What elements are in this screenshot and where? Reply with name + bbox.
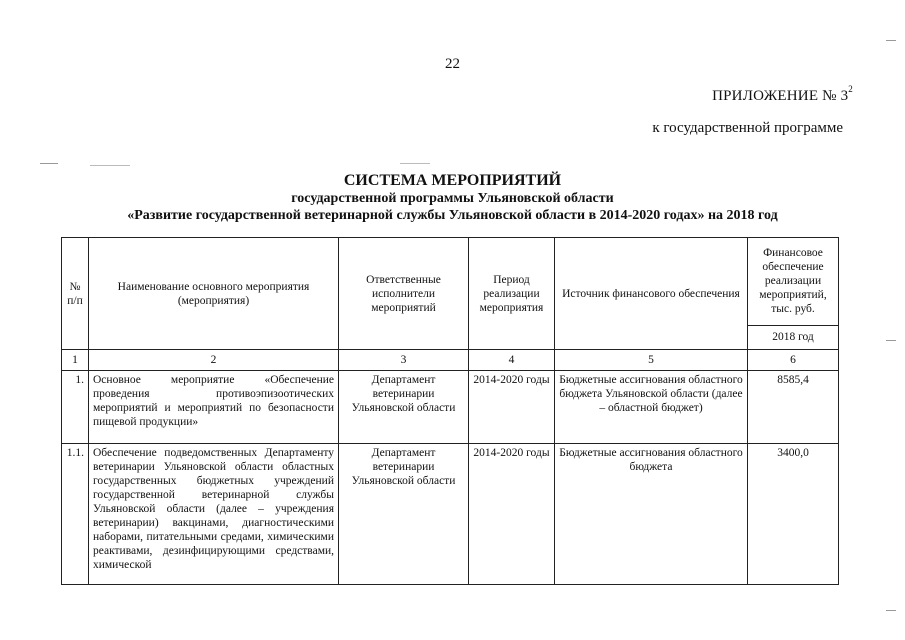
header-name: Наименование основного мероприятия (мероприятия) — [89, 238, 339, 350]
header-executors: Ответственные исполнители мероприятий — [339, 238, 469, 350]
scan-artifact — [90, 165, 130, 166]
column-number: 3 — [339, 350, 469, 371]
table-row — [62, 444, 839, 585]
header-num: № п/п — [62, 238, 89, 350]
table-row — [62, 371, 839, 444]
row-period: 2014-2020 годы — [469, 371, 555, 444]
row-name: Основное мероприятие «Обеспечение проведения противоэпизоотических мероприятий и мероприятий по безопасности пищевой продукции» — [89, 371, 339, 444]
row-amount: 8585,4 — [748, 371, 839, 444]
measures-table — [61, 237, 838, 585]
title-line-1: СИСТЕМА МЕРОПРИЯТИЙ — [343, 172, 562, 189]
to-program-text: к государственной программе — [652, 120, 843, 136]
header-source: Источник финансового обеспечения — [555, 238, 748, 350]
header-period: Период реализации мероприятия — [469, 238, 555, 350]
header-year: 2018 год — [748, 325, 839, 349]
column-number: 2 — [89, 350, 339, 371]
column-number: 6 — [748, 350, 839, 371]
row-source: Бюджетные ассигнования областного бюджета Ульяновской области (далее – областной бюджет) — [555, 371, 748, 444]
row-num: 1. — [62, 371, 89, 444]
document-title — [0, 172, 905, 224]
column-number-row — [62, 350, 839, 371]
page-number: 22 — [445, 56, 460, 72]
column-number: 4 — [469, 350, 555, 371]
row-period: 2014-2020 годы — [469, 444, 555, 585]
row-amount: 3400,0 — [748, 444, 839, 585]
header-finance: Финансовое обеспечение реализации мероприятий, тыс. руб. — [748, 238, 839, 326]
column-number: 1 — [62, 350, 89, 371]
scan-artifact — [886, 610, 896, 611]
column-number: 5 — [555, 350, 748, 371]
scan-artifact — [886, 340, 896, 341]
title-line-2: государственной программы Ульяновской области — [291, 191, 614, 206]
scan-artifact — [886, 40, 896, 41]
scan-artifact — [400, 163, 430, 164]
appendix-label — [712, 86, 853, 105]
row-executor: Департамент ветеринарии Ульяновской области — [339, 371, 469, 444]
row-executor: Департамент ветеринарии Ульяновской области — [339, 444, 469, 585]
title-line-3: «Развитие государственной ветеринарной службы Ульяновской области в 2014-2020 годах» на 2018 год — [127, 208, 778, 223]
appendix-text: ПРИЛОЖЕНИЕ № 3 — [712, 88, 849, 104]
row-num: 1.1. — [62, 444, 89, 585]
row-name: Обеспечение подведомственных Департаменту ветеринарии Ульяновской области областных государственных бюджетных учреждений государственной ветеринарной службы Ульяновской области (далее – учреждения ветеринарии) вакцинами, диагностическими наборами, питательными средами, химическими реактивами, дезинфицирующими средствами, химической — [89, 444, 339, 585]
scan-artifact — [40, 163, 58, 164]
row-source: Бюджетные ассигнования областного бюджета — [555, 444, 748, 585]
appendix-superscript: 2 — [848, 84, 853, 94]
